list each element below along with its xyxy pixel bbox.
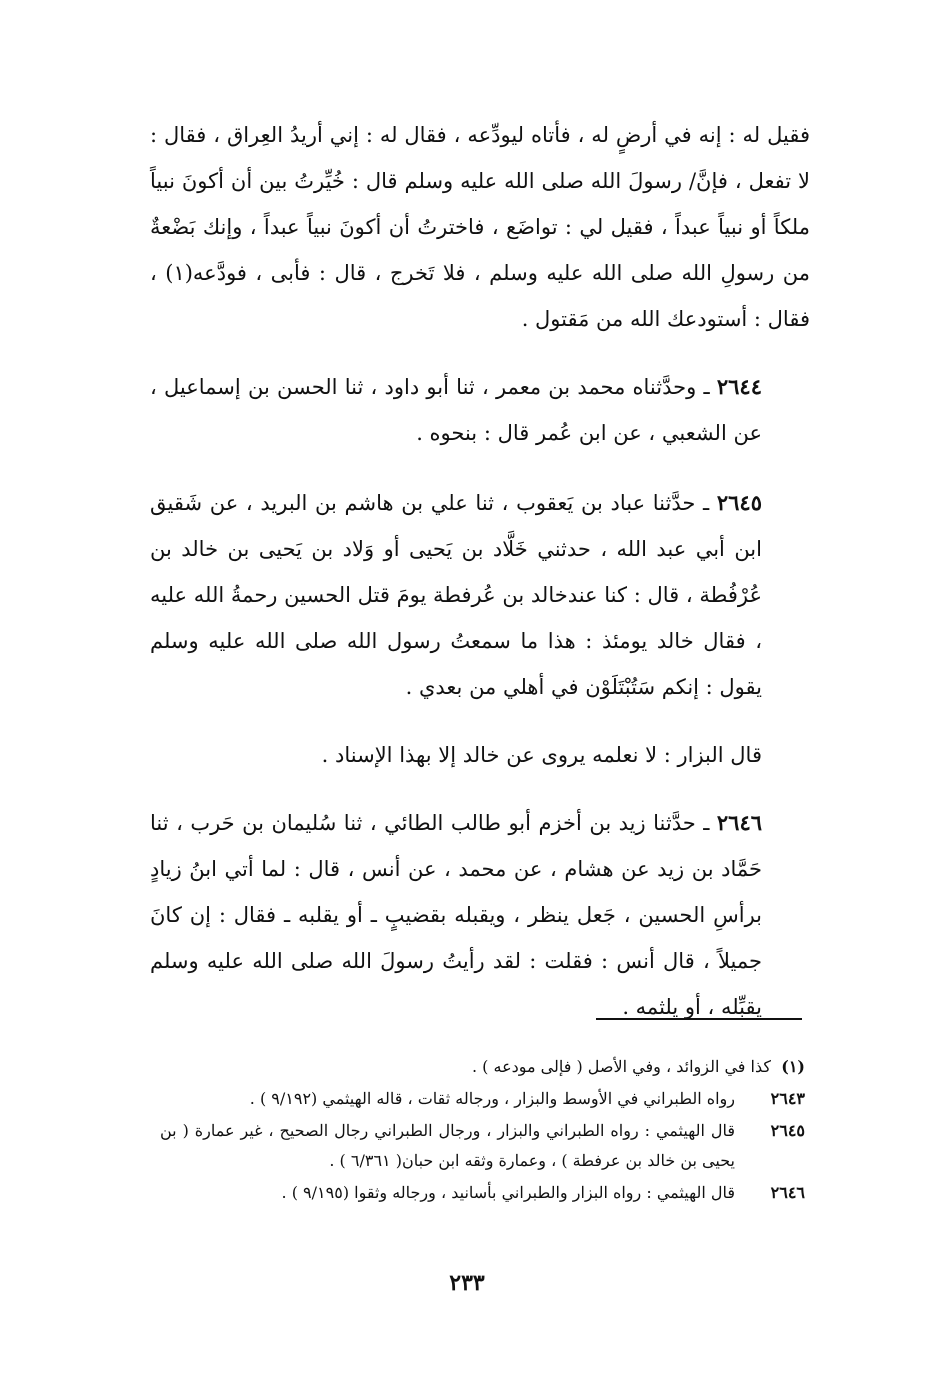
footnote-item <box>160 1116 805 1176</box>
hadith-text: ـ حدَّثنا زيد بن أخزم أبو طالب الطائي ، ثنا سُليمان بن حَرب ، ثنا حَمَّاد بن زيد عن هشام ، عن محمد ، عن أنس ، قال : لما أتي ابنُ زيادٍ برأسِ الحسين ، جَعل ينظر ، ويقبله بقضيبٍ ـ أو يقلبه ـ فقال : إن كانَ جميلاً ، قال أنس : فقلت : لقد رأيتُ رسولَ الله صلى الله عليه وسلم يقبِّله ، أو يلثمه . <box>150 811 762 1019</box>
hadith-number: ٢٦٤٦ <box>716 810 763 835</box>
hadith-number: ٢٦٤٤ <box>716 374 762 399</box>
footnote-text: كذا في الزوائد ، وفي الأصل ( فإلى مودعه ) . <box>471 1057 771 1076</box>
main-text <box>150 112 810 1030</box>
hadith-2645 <box>150 480 810 710</box>
paragraph-continuation: فقيل له : إنه في أرضٍ له ، فأتاه ليودِّعه ، فقال له : إني أريدُ العِراق ، فقال : لا تفعل ، فإنَّ/ رسولَ الله صلى الله عليه وسلم قال : خُيِّرتُ بين أن أكونَ نبياً ملكاً أو نبياً عبداً ، فقيل لي : تواضَع ، فاخترتُ أن أكونَ نبياً عبداً ، وإنك بَضْعةٌ من رسولِ الله صلى الله عليه وسلم ، فلا تَخرج ، قال : فأبى ، فودَّعه(١) ، فقال : أستودعك الله من مَقتول . <box>150 123 810 331</box>
footnotes <box>160 1052 805 1208</box>
hadith-text: ـ وحدَّثناه محمد بن معمر ، ثنا أبو داود ، ثنا الحسن بن إسماعيل ، عن الشعبي ، عن ابن عُمر قال : بنحوه . <box>150 375 762 445</box>
footnote-item <box>160 1178 805 1208</box>
hadith-2644 <box>150 364 810 456</box>
footnote-item <box>160 1052 805 1082</box>
hadith-text: ـ حدَّثنا عباد بن يَعقوب ، ثنا علي بن هاشم بن البريد ، عن شَقيق ابن أبي عبد الله ، حدثني خَلَّاد بن يَحيى أو وَلاد بن يَحيى بن خالد بن عُرْفُطة ، قال : كنا عندخالد بن عُرفطة يومَ قتل الحسين رحمةُ الله عليه ، فقال خالد يومئذ : هذا ما سمعتُ رسول الله صلى الله عليه وسلم يقول : إنكم سَتُبْتَلَوْن في أهلي من بعدي . <box>150 491 762 699</box>
footnote-number: ٢٦٤٦ <box>770 1183 805 1202</box>
footnote-separator <box>596 1018 802 1020</box>
footnote-number: ٢٦٤٣ <box>770 1089 805 1108</box>
hadith-2646 <box>150 800 810 1030</box>
bazzar-note: قال البزار : لا نعلمه يروى عن خالد إلا بهذا الإسناد . <box>321 743 762 767</box>
footnote-text: رواه الطبراني في الأوسط والبزار ، ورجاله ثقات ، قاله الهيثمي (٩/١٩٢ ) . <box>249 1089 735 1108</box>
footnote-text: قال الهيثمي : رواه البزار والطبراني بأسانيد ، ورجاله وثقوا (٩/١٩٥ ) . <box>281 1183 735 1202</box>
hadith-number: ٢٦٤٥ <box>716 490 762 515</box>
footnote-item <box>160 1084 805 1114</box>
footnote-number: (١) <box>781 1057 805 1076</box>
page-number: ٢٣٣ <box>449 1270 485 1296</box>
footnote-number: ٢٦٤٥ <box>770 1121 805 1140</box>
footnote-text: قال الهيثمي : رواه الطبراني والبزار ، ورجال الطبراني رجال الصحيح ، غير عمارة ( بن يحيى بن خالد بن عرفطة ) ، وعمارة وثقه ابن حبان( ٦/٣٦١ ) . <box>160 1121 735 1170</box>
